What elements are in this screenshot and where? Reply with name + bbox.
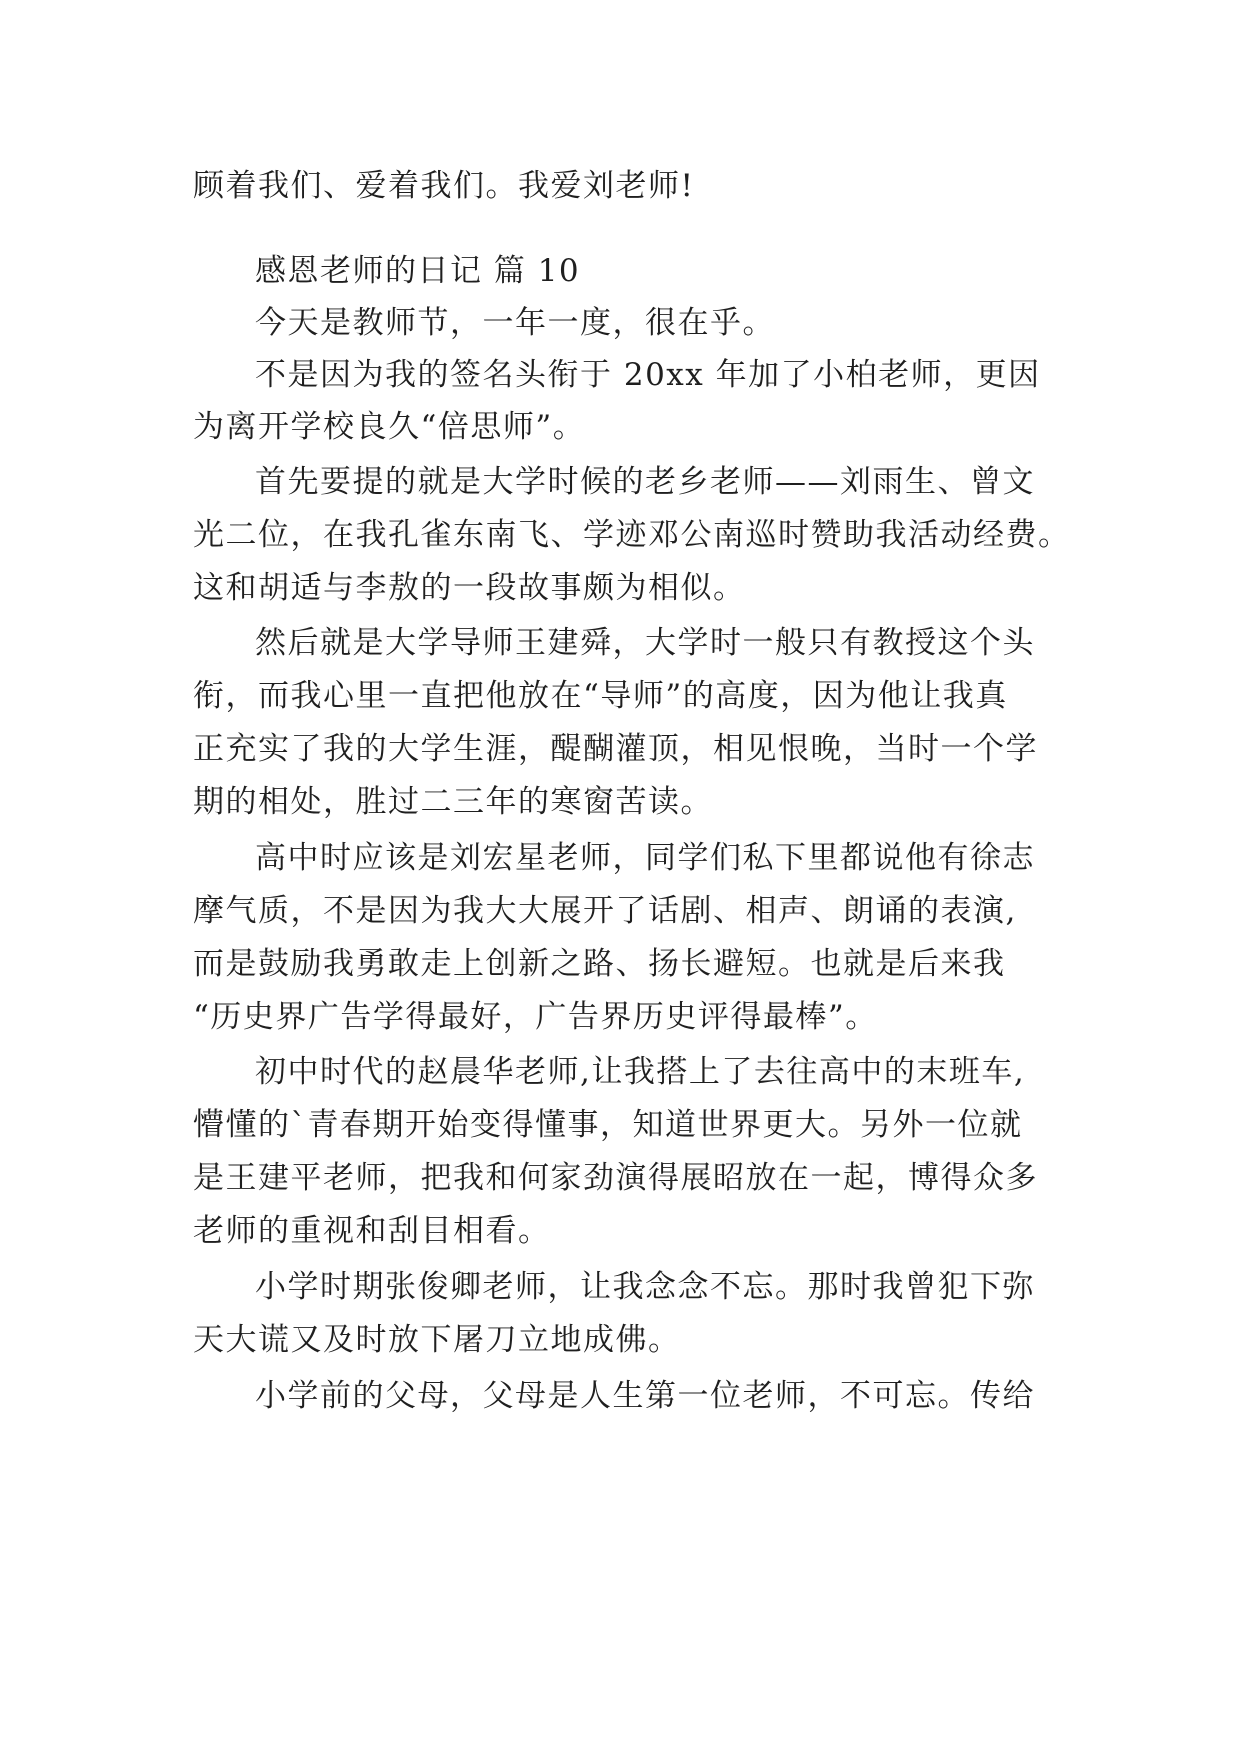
text-line-1: 顾着我们、爱着我们。我爱刘老师! — [193, 168, 695, 204]
text-line-4: 不是因为我的签名头衔于 20xx 年加了小柏老师，更因 — [255, 357, 1041, 393]
text-line-18: 懵懂的`青春期开始变得懂事，知道世界更大。另外一位就 — [193, 1107, 1023, 1143]
text-line-22: 天大谎又及时放下屠刀立地成佛。 — [193, 1322, 681, 1358]
text-line-8: 这和胡适与李敖的一段故事颇为相似。 — [193, 570, 746, 606]
text-line-14: 摩气质，不是因为我大大展开了话剧、相声、朗诵的表演, — [193, 893, 1017, 929]
text-line-3: 今天是教师节，一年一度，很在乎。 — [255, 305, 775, 341]
text-line-19: 是王建平老师，把我和何家劲演得展昭放在一起，博得众多 — [193, 1160, 1038, 1196]
text-line-15: 而是鼓励我勇敢走上创新之路、扬长避短。也就是后来我 — [193, 946, 1006, 982]
text-line-7: 光二位，在我孔雀东南飞、学迹邓公南巡时赞助我活动经费。 — [193, 517, 1071, 553]
text-line-20: 老师的重视和刮目相看。 — [193, 1213, 551, 1249]
text-line-16: “历史界广告学得最好，广告界历史评得最棒”。 — [193, 999, 878, 1035]
text-line-10: 衔，而我心里一直把他放在“导师”的高度，因为他让我真 — [193, 678, 1008, 714]
section-heading: 感恩老师的日记 篇 10 — [255, 253, 581, 289]
text-line-11: 正充实了我的大学生涯，醍醐灌顶，相见恨晚，当时一个学 — [193, 731, 1038, 767]
text-line-13: 高中时应该是刘宏星老师，同学们私下里都说他有徐志 — [255, 840, 1035, 876]
text-line-5: 为离开学校良久“倍思师”。 — [193, 409, 586, 445]
text-line-6: 首先要提的就是大学时候的老乡老师——刘雨生、曾文 — [255, 464, 1035, 500]
text-line-17: 初中时代的赵晨华老师,让我搭上了去往高中的末班车, — [255, 1054, 1026, 1090]
text-line-9: 然后就是大学导师王建舜，大学时一般只有教授这个头 — [255, 625, 1035, 661]
text-line-21: 小学时期张俊卿老师，让我念念不忘。那时我曾犯下弥 — [255, 1269, 1035, 1305]
text-line-23: 小学前的父母，父母是人生第一位老师，不可忘。传给 — [255, 1378, 1035, 1414]
text-line-12: 期的相处，胜过二三年的寒窗苦读。 — [193, 784, 713, 820]
